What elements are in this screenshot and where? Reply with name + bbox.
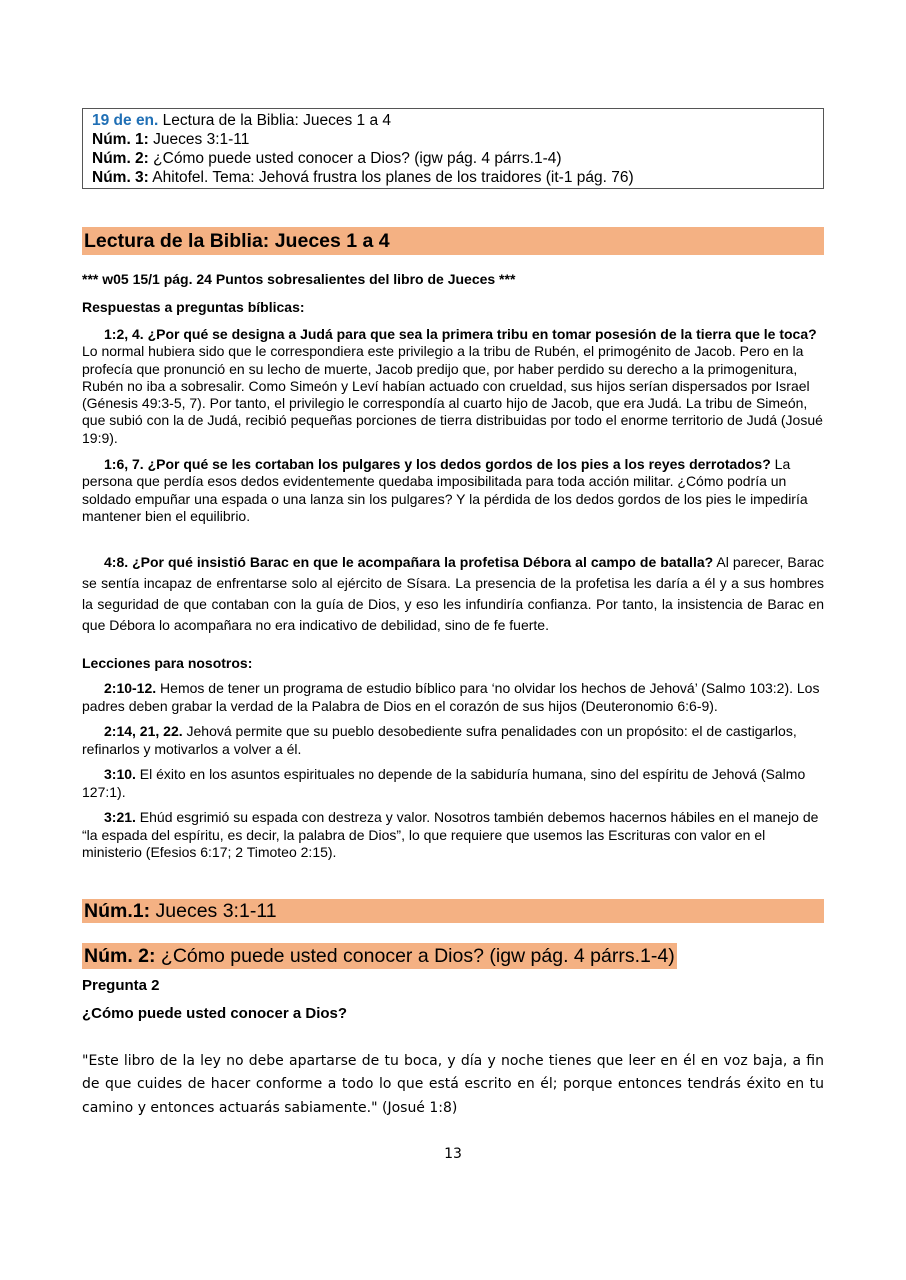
- lesson-paragraph-1: [82, 680, 824, 715]
- schedule-num2-text: ¿Cómo puede usted conocer a Dios? (igw pág. 4 párrs.1-4): [153, 150, 562, 167]
- schedule-line-reading: [92, 111, 814, 130]
- question-3-title: 4:8. ¿Por qué insistió Barac en que le acompañara la profetisa Débora al campo de batalla?: [104, 554, 714, 571]
- section-heading-num2: [82, 943, 677, 969]
- question-paragraph-1: [82, 326, 824, 447]
- question-2-answer: La persona que perdía esos dedos evidentemente quedaba imposibilitada para toda acción militar. ¿Cómo podría un soldado empuñar una espada o una lanza sin los pulgares? Y la pérdida de los dedos gordos de los pies le impediría mantener bien el equilibrio.: [82, 456, 808, 524]
- document-page: [82, 108, 824, 1120]
- lesson-1-text: Hemos de tener un programa de estudio bíblico para ‘no olvidar los hechos de Jehová’ (Salmo 103:2). Los padres deben grabar la verdad de la Palabra de Dios en el corazón de sus hijos (Deuteronomio 6:6-9).: [82, 680, 820, 714]
- schedule-line-num3: [92, 168, 814, 187]
- question-paragraph-3: [82, 552, 824, 635]
- schedule-num3-label: Núm. 3:: [92, 169, 149, 186]
- schedule-reading: Lectura de la Biblia: Jueces 1 a 4: [162, 112, 391, 129]
- lesson-1-ref: 2:10-12.: [104, 680, 157, 697]
- lesson-3-ref: 3:10.: [104, 766, 136, 783]
- question-heading: ¿Cómo puede usted conocer a Dios?: [82, 1004, 348, 1022]
- page-number: 13: [444, 1146, 462, 1162]
- answers-subheading: Respuestas a preguntas bíblicas:: [82, 299, 305, 315]
- schedule-box: [82, 108, 824, 189]
- lesson-3-text: El éxito en los asuntos espirituales no depende de la sabiduría humana, sino del espíritu de Jehová (Salmo 127:1).: [82, 766, 806, 800]
- lesson-4-text: Ehúd esgrimió su espada con destreza y valor. Nosotros también debemos hacernos hábiles en el manejo de “la espada del espíritu, es decir, la palabra de Dios”, lo que requiere que usemos las Escrituras con valor en el ministerio (Efesios 6:17; 2 Timoteo 2:15).: [82, 809, 819, 861]
- schedule-date: 19 de en.: [92, 112, 159, 129]
- lesson-4-ref: 3:21.: [104, 809, 136, 826]
- question-paragraph-2: [82, 456, 824, 525]
- num1-text: Jueces 3:1-11: [150, 899, 277, 922]
- section-heading-reading: Lectura de la Biblia: Jueces 1 a 4: [82, 227, 824, 255]
- num1-label: Núm.1:: [84, 899, 151, 922]
- num2-text: ¿Cómo puede usted conocer a Dios? (igw pág. 4 párrs.1-4): [155, 944, 675, 967]
- lesson-paragraph-3: [82, 766, 824, 801]
- schedule-line-num1: [92, 130, 814, 149]
- schedule-num1-text: Jueces 3:1-11: [153, 131, 250, 148]
- schedule-num1-label: Núm. 1:: [92, 131, 149, 148]
- question-3-answer: Al parecer, Barac se sentía incapaz de enfrentarse solo al ejército de Sísara. La presencia de la profetisa les daría a él y a sus hombres la seguridad de que contaban con la guía de Dios, y eso les infundiría confianza. Por tanto, la insistencia de Barac en que Débora lo acompañara no era indicativo de debilidad, sino de fe fuerte.: [82, 554, 824, 633]
- question-1-answer: Lo normal hubiera sido que le correspondiera este privilegio a la tribu de Rubén, el primogénito de Jacob. Pero en la profecía que pronunció en su lecho de muerte, Jacob predijo que, por haber perdido su derecho a la primogenitura, Rubén no iba a sobresalir. Como Simeón y Leví habían actuado con crueldad, sus hijos serían dispersados por Israel (Génesis 49:3-5, 7). Por tanto, el privilegio le correspondía al cuarto hijo de Jacob, que era Judá. La tribu de Simeón, que subió con la de Judá, recibió pequeñas porciones de tierra distribuidas por todo el enorme territorio de Judá (Josué 19:9).: [82, 343, 823, 446]
- question-1-title: 1:2, 4. ¿Por qué se designa a Judá para que sea la primera tribu en tomar posesión de la tierra que le toca?: [104, 326, 817, 342]
- scripture-quote: "Este libro de la ley no debe apartarse de tu boca, y día y noche tienes que leer en él en voz baja, a fin de que cuides de hacer conforme a todo lo que está escrito en él; porque entonces tendrás éxito en tu camino y entonces actuarás sabiamente." (Josué 1:8): [82, 1052, 824, 1116]
- schedule-num2-label: Núm. 2:: [92, 150, 149, 167]
- schedule-num3-text: Ahitofel. Tema: Jehová frustra los planes de los traidores (it-1 pág. 76): [152, 169, 634, 186]
- section-heading-num1: [82, 899, 824, 923]
- lesson-2-ref: 2:14, 21, 22.: [104, 723, 183, 740]
- schedule-line-num2: [92, 149, 814, 168]
- lesson-paragraph-4: [82, 809, 824, 862]
- lesson-2-text: Jehová permite que su pueblo desobediente sufra penalidades con un propósito: el de castigarlos, refinarlos y motivarlos a volver a él.: [82, 723, 797, 757]
- question-2-title: 1:6, 7. ¿Por qué se les cortaban los pulgares y los dedos gordos de los pies a los reyes derrotados?: [104, 456, 771, 473]
- source-reference: *** w05 15/1 pág. 24 Puntos sobresalientes del libro de Jueces ***: [82, 271, 516, 287]
- question-label: Pregunta 2: [82, 976, 160, 994]
- num2-label: Núm. 2:: [84, 944, 156, 967]
- lesson-paragraph-2: [82, 723, 824, 758]
- lessons-subheading: Lecciones para nosotros:: [82, 655, 253, 672]
